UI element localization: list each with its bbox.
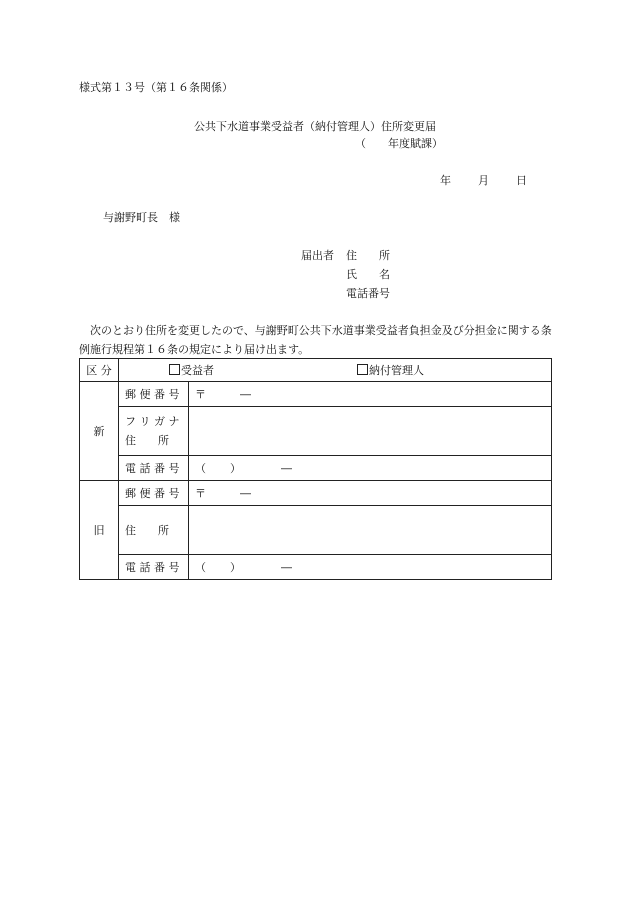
new-postal-label: 郵 便 番 号 bbox=[119, 382, 189, 407]
date-day: 日 bbox=[516, 174, 527, 187]
new-postal-mark: 〒 bbox=[195, 388, 206, 401]
date-line bbox=[440, 174, 527, 188]
table-row bbox=[80, 555, 552, 580]
table-header-row bbox=[80, 359, 552, 382]
category-header: 区 分 bbox=[80, 359, 119, 382]
new-postal-field[interactable] bbox=[189, 382, 552, 407]
old-phone-label: 電 話 番 号 bbox=[119, 555, 189, 580]
new-phone-dash: ― bbox=[281, 462, 292, 475]
statement-text: 次のとおり住所を変更したので、与謝野町公共下水道事業受益者負担金及び分担金に関する条例施行規程第１６条の規定により届け出ます。 bbox=[79, 324, 552, 356]
old-postal-mark: 〒 bbox=[195, 487, 206, 500]
new-address-label: 住 所 bbox=[125, 434, 169, 447]
new-phone-paren-close: ） bbox=[230, 462, 241, 475]
option-agent[interactable] bbox=[357, 362, 424, 378]
applicant-label: 届出者 bbox=[301, 249, 334, 262]
old-phone-paren-close: ） bbox=[230, 561, 241, 574]
date-month: 月 bbox=[478, 174, 489, 187]
old-phone-paren-open: （ bbox=[195, 561, 206, 574]
new-label: 新 bbox=[80, 382, 119, 481]
new-furigana-label: フ リ ガ ナ bbox=[125, 415, 180, 428]
old-postal-field[interactable] bbox=[189, 481, 552, 506]
checkbox-agent[interactable] bbox=[357, 364, 368, 375]
fiscal-year: （ 年度賦課） bbox=[355, 137, 443, 150]
new-address-field[interactable] bbox=[189, 407, 552, 456]
old-postal-label: 郵 便 番 号 bbox=[119, 481, 189, 506]
new-phone-label: 電 話 番 号 bbox=[119, 456, 189, 481]
option-beneficiary[interactable] bbox=[169, 362, 214, 378]
date-year: 年 bbox=[440, 174, 451, 187]
new-postal-dash: ― bbox=[240, 388, 251, 401]
table-row bbox=[80, 481, 552, 506]
old-phone-field[interactable] bbox=[189, 555, 552, 580]
table-row bbox=[80, 456, 552, 481]
old-address-label: 住 所 bbox=[119, 506, 189, 555]
new-phone-paren-open: （ bbox=[195, 462, 206, 475]
new-phone-field[interactable] bbox=[189, 456, 552, 481]
old-postal-dash: ― bbox=[240, 487, 251, 500]
applicant-phone-label: 電話番号 bbox=[346, 287, 390, 300]
table-row bbox=[80, 506, 552, 555]
form-number: 様式第１３号（第１６条関係） bbox=[79, 81, 233, 94]
recipient: 与謝野町長 様 bbox=[103, 211, 180, 224]
applicant-address-label: 住 所 bbox=[346, 249, 390, 262]
change-table bbox=[79, 358, 552, 580]
old-phone-dash: ― bbox=[281, 561, 292, 574]
option-agent-label: 納付管理人 bbox=[369, 364, 424, 377]
table-row bbox=[80, 382, 552, 407]
old-label: 旧 bbox=[80, 481, 119, 580]
option-beneficiary-label: 受益者 bbox=[181, 364, 214, 377]
applicant-name-label: 氏 名 bbox=[346, 268, 390, 281]
checkbox-beneficiary[interactable] bbox=[169, 364, 180, 375]
page-title bbox=[0, 120, 630, 134]
new-furigana-address-label bbox=[119, 407, 189, 456]
table-row bbox=[80, 407, 552, 456]
old-address-field[interactable] bbox=[189, 506, 552, 555]
title-text: 公共下水道事業受益者（納付管理人）住所変更届 bbox=[194, 120, 436, 133]
type-options bbox=[119, 359, 552, 382]
